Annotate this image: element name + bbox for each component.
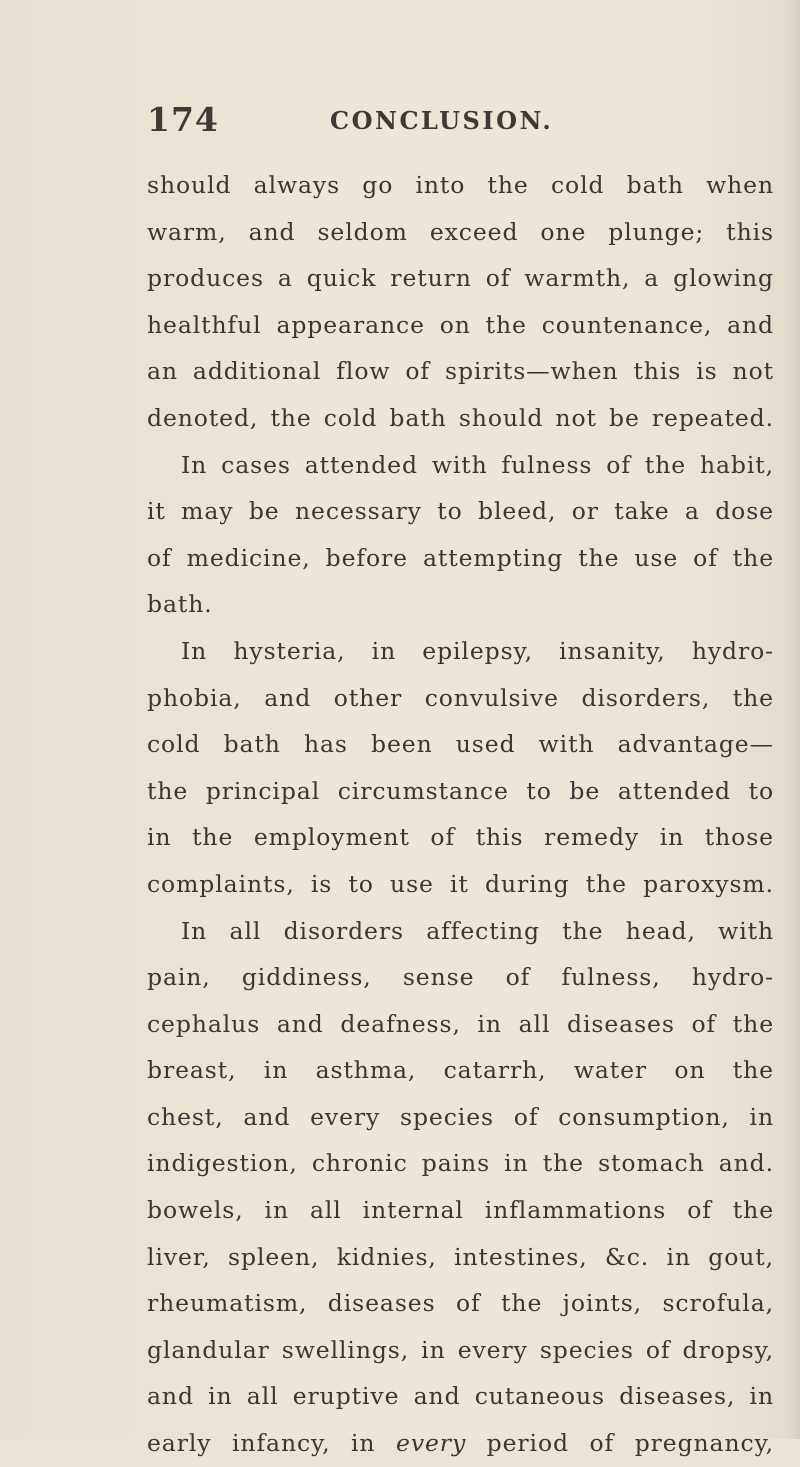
text-line: bowels, in all internal inflammations of the <box>147 1196 774 1225</box>
text-line: indigestion, chronic pains in the stomach and. <box>147 1149 774 1178</box>
text-run: period of pregnancy, <box>466 1429 774 1458</box>
page-header <box>147 100 747 152</box>
body-text <box>147 162 774 1467</box>
running-head: CONCLUSION. <box>330 106 554 135</box>
page-number: 174 <box>147 100 219 139</box>
text-line: of medicine, before attempting the use of the <box>147 543 774 572</box>
text-line: an additional flow of spirits—when this is not <box>147 357 774 386</box>
text-line: chest, and every species of consumption, in <box>147 1102 774 1131</box>
italic-text-run: every <box>396 1429 467 1458</box>
text-line: warm, and seldom exceed one plunge; this <box>147 217 774 246</box>
page-edge-shadow <box>786 0 800 1439</box>
text-line: healthful appearance on the countenance, and <box>147 310 774 339</box>
text-line: phobia, and other convulsive disorders, the <box>147 683 774 712</box>
text-line-paragraph-end: bath. <box>147 590 213 619</box>
text-line-final <box>147 1420 774 1467</box>
text-line: cold bath has been used with advantage— <box>147 730 774 759</box>
text-line: cephalus and deafness, in all diseases of the <box>147 1009 774 1038</box>
text-run: early infancy, in <box>147 1429 397 1458</box>
text-line: should always go into the cold bath when <box>147 171 774 199</box>
text-line: produces a quick return of warmth, a glowing <box>147 264 774 293</box>
text-line-paragraph-start: In hysteria, in epilepsy, insanity, hydro- <box>181 636 774 665</box>
text-line: denoted, the cold bath should not be repeated. <box>147 403 774 432</box>
text-line: liver, spleen, kidnies, intestines, &c. in gout, <box>147 1242 774 1271</box>
text-line: in the employment of this remedy in those <box>147 823 774 852</box>
text-line-paragraph-start: In cases attended with fulness of the habit, <box>181 450 774 479</box>
text-line: rheumatism, diseases of the joints, scrofula, <box>147 1289 774 1318</box>
text-line: breast, in asthma, catarrh, water on the <box>147 1056 774 1085</box>
text-line: glandular swellings, in every species of dropsy, <box>147 1335 774 1364</box>
text-line: and in all eruptive and cutaneous diseases, in <box>147 1382 774 1411</box>
text-line: complaints, is to use it during the paroxysm. <box>147 869 774 898</box>
text-line-paragraph-start: In all disorders affecting the head, with <box>181 916 774 945</box>
text-line: pain, giddiness, sense of fulness, hydro- <box>147 963 774 992</box>
text-line: the principal circumstance to be attended to <box>147 776 774 805</box>
text-line: it may be necessary to bleed, or take a dose <box>147 497 774 526</box>
